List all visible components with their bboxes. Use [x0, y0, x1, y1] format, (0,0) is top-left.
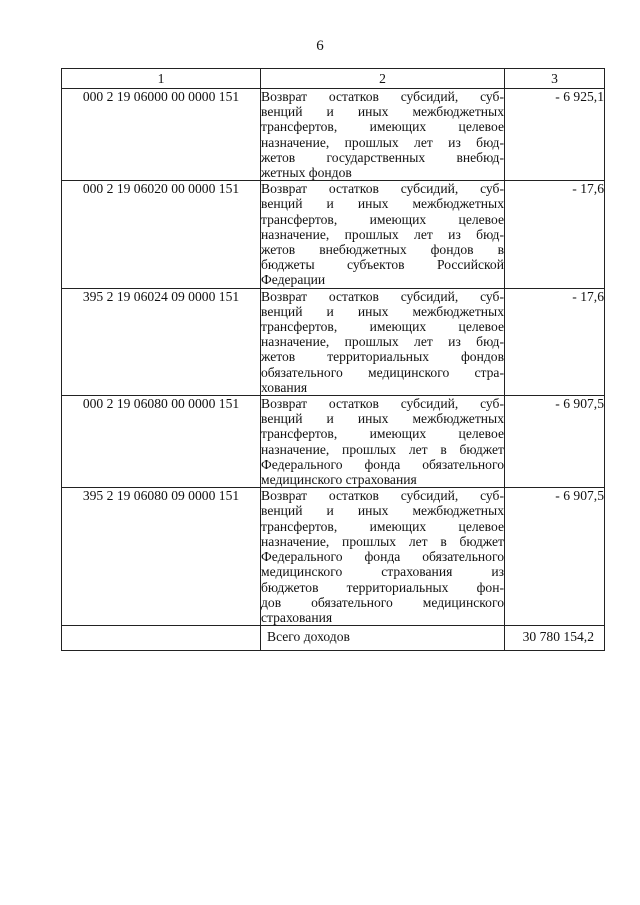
amount-cell: - 17,6 — [505, 288, 605, 395]
amount-cell: - 17,6 — [505, 181, 605, 288]
name-line: медицинского страхования из — [261, 564, 504, 580]
revenue-table — [61, 68, 605, 651]
budget-code-cell: 000 2 19 06080 00 0000 151 — [62, 396, 261, 488]
name-line: Возврат остатков субсидий, суб- — [261, 181, 504, 197]
name-line: Федерального фонда обязательного — [261, 456, 504, 472]
table-row — [62, 89, 605, 181]
name-line: венций и иных межбюджетных — [261, 503, 504, 519]
revenue-name-cell — [261, 288, 505, 395]
name-line: назначение, прошлых лет в бюджет — [261, 441, 504, 457]
budget-code-cell: 395 2 19 06024 09 0000 151 — [62, 288, 261, 395]
total-label-cell — [261, 626, 505, 651]
table-body — [62, 89, 605, 651]
column-header-code: 1 — [62, 69, 261, 89]
name-line: венций и иных межбюджетных — [261, 303, 504, 319]
name-line: жетов внебюджетных фондов в — [261, 242, 504, 258]
total-row — [62, 626, 605, 651]
name-line: дов обязательного медицинского — [261, 594, 504, 610]
column-header-amount: 3 — [505, 69, 605, 89]
table-row — [62, 396, 605, 488]
column-header-name: 2 — [261, 69, 505, 89]
total-label: Всего доходов — [267, 629, 350, 645]
name-line: хования — [261, 379, 308, 395]
name-line: венций и иных межбюджетных — [261, 196, 504, 212]
amount-cell: - 6 907,5 — [505, 396, 605, 488]
page-number: 6 — [316, 38, 324, 54]
name-line: назначение, прошлых лет в бюджет — [261, 533, 504, 549]
table-row — [62, 181, 605, 288]
total-code-cell — [62, 626, 261, 651]
name-line: обязательного медицинского стра- — [261, 364, 504, 380]
header-row — [62, 69, 605, 89]
name-line: Возврат остатков субсидий, суб- — [261, 89, 504, 104]
budget-code-cell: 000 2 19 06000 00 0000 151 — [62, 89, 261, 181]
name-line: медицинского страхования — [261, 472, 417, 488]
name-line: Возврат остатков субсидий, суб- — [261, 288, 504, 304]
name-line: жетов территориальных фондов — [261, 349, 504, 365]
name-line: венций и иных межбюджетных — [261, 411, 504, 427]
table-header — [62, 69, 605, 89]
budget-code-cell: 000 2 19 06020 00 0000 151 — [62, 181, 261, 288]
name-line: трансфертов, имеющих целевое — [261, 119, 504, 135]
name-line: Возврат остатков субсидий, суб- — [261, 396, 504, 412]
name-line: трансфертов, имеющих целевое — [261, 319, 504, 335]
name-line: Федерального фонда обязательного — [261, 549, 504, 565]
amount-cell: - 6 925,1 — [505, 89, 605, 181]
name-line: трансфертов, имеющих целевое — [261, 426, 504, 442]
name-line: Возврат остатков субсидий, суб- — [261, 488, 504, 504]
table-row — [62, 488, 605, 626]
name-line: назначение, прошлых лет из бюд- — [261, 226, 504, 242]
name-line: назначение, прошлых лет из бюд- — [261, 334, 504, 350]
revenue-name-cell — [261, 396, 505, 488]
name-line: трансфертов, имеющих целевое — [261, 518, 504, 534]
name-line: бюджетов территориальных фон- — [261, 579, 504, 595]
name-line: жетных фондов — [261, 165, 352, 181]
name-line: венций и иных межбюджетных — [261, 104, 504, 120]
name-line: трансфертов, имеющих целевое — [261, 211, 504, 227]
revenue-name-cell — [261, 89, 505, 181]
revenue-name-cell — [261, 488, 505, 626]
name-line: бюджеты субъектов Российской — [261, 257, 504, 273]
name-line: жетов государственных внебюд- — [261, 149, 504, 165]
name-line: назначение, прошлых лет из бюд- — [261, 134, 504, 150]
table-row — [62, 288, 605, 395]
amount-cell: - 6 907,5 — [505, 488, 605, 626]
name-line: страхования — [261, 609, 333, 625]
budget-code-cell: 395 2 19 06080 09 0000 151 — [62, 488, 261, 626]
name-line: Федерации — [261, 272, 326, 288]
total-amount-cell: 30 780 154,2 — [505, 626, 605, 651]
revenue-name-cell — [261, 181, 505, 288]
